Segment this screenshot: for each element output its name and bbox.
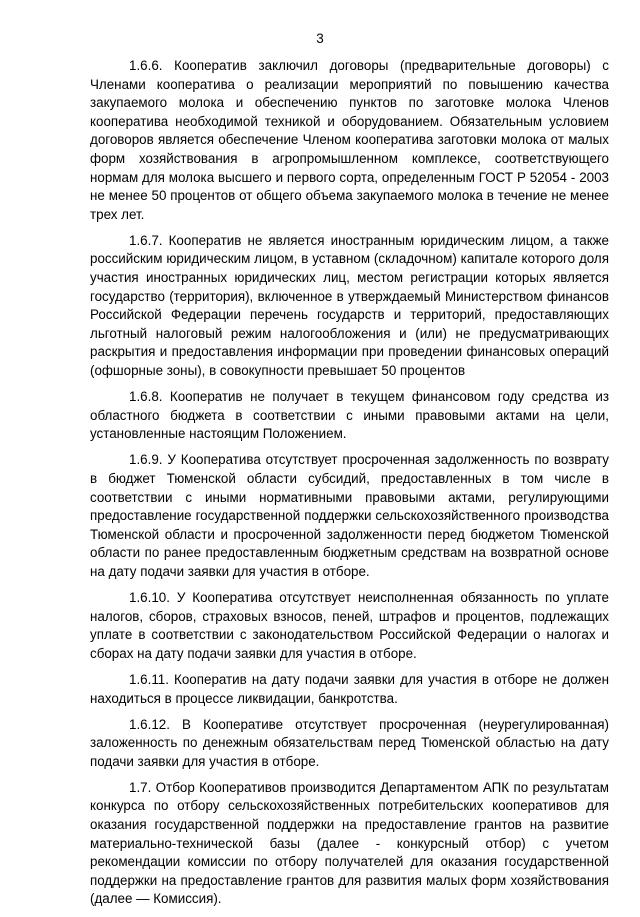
page-number: 3 <box>316 31 324 46</box>
paragraph-1-6-7: 1.6.7. Кооператив не является иностранным юридическим лицом, а также российским юридическим лицом, в уставном (складочном) капитале которого доля участия иностранных юридических лиц, местом регистрации которых является государство (территория), включенное в утверждаемый Министерством финансов Российской Федерации перечень государств и территорий, предоставляющих льготный налоговый режим налогообложения и (или) не предусматривающих раскрытия и предоставления информации при проведении финансовых операций (офшорные зоны), в совокупности превышает 50 процентов <box>90 232 609 378</box>
paragraph-1-6-6: 1.6.6. Кооператив заключил договоры (предварительные договоры) с Членами кооператива о реализации мероприятий по повышению качества закупаемого молока и обеспечению пунктов по заготовке молока Членов кооператива необходимой техникой и оборудованием. Обязательным условием договоров является обеспечение Членом кооператива заготовки молока от малых форм хозяйствования в агропромышленном комплексе, соответствующего нормам для молока высшего и первого сорта, определенным ГОСТ Р 52054 - 2003 не менее 50 процентов от общего объема закупаемого молока в течение не менее трех лет. <box>90 58 609 222</box>
paragraph-1-6-9: 1.6.9. У Кооператива отсутствует просроченная задолженность по возврату в бюджет Тюменской области субсидий, предоставленных в том числе в соответствии с иными нормативными правовыми актами, регулирующими предоставление государственной поддержки сельскохозяйственного производства Тюменской области и просроченной задолженности перед бюджетом Тюменской области по ранее предоставленным бюджетным средствам на возвратной основе на дату подачи заявки для участия в отборе. <box>90 452 609 579</box>
document-body <box>90 57 609 917</box>
paragraph-1-6-10: 1.6.10. У Кооператива отсутствует неисполненная обязанность по уплате налогов, сборов, страховых взносов, пеней, штрафов и процентов, подлежащих уплате в соответствии с законодательством Российской Федерации о налогах и сборах на дату подачи заявки для участия в отборе. <box>90 590 609 661</box>
paragraph-1-7: 1.7. Отбор Кооперативов производится Департаментом АПК по результатам конкурса по отбору сельскохозяйственных потребительских кооперативов для оказания государственной поддержки на предоставление грантов на развитие материально-технической базы (далее - конкурсный отбор) с учетом рекомендации комиссии по отбору получателей для оказания государственной поддержки на предоставление грантов для развития малых форм хозяйствования (далее — Комиссия). <box>90 779 609 907</box>
paragraph-1-6-8: 1.6.8. Кооператив не получает в текущем финансовом году средства из областного бюджета в соответствии с иными правовыми актами на цели, установленные настоящим Положением. <box>90 389 609 442</box>
paragraph-1-6-11: 1.6.11. Кооператив на дату подачи заявки для участия в отборе не должен находиться в процессе ликвидации, банкротства. <box>90 671 609 706</box>
paragraph-1-6-12: 1.6.12. В Кооперативе отсутствует просроченная (неурегулированная) заложенность по денежным обязательствам перед Тюменской областью на дату подачи заявки для участия в отборе. <box>90 716 609 769</box>
